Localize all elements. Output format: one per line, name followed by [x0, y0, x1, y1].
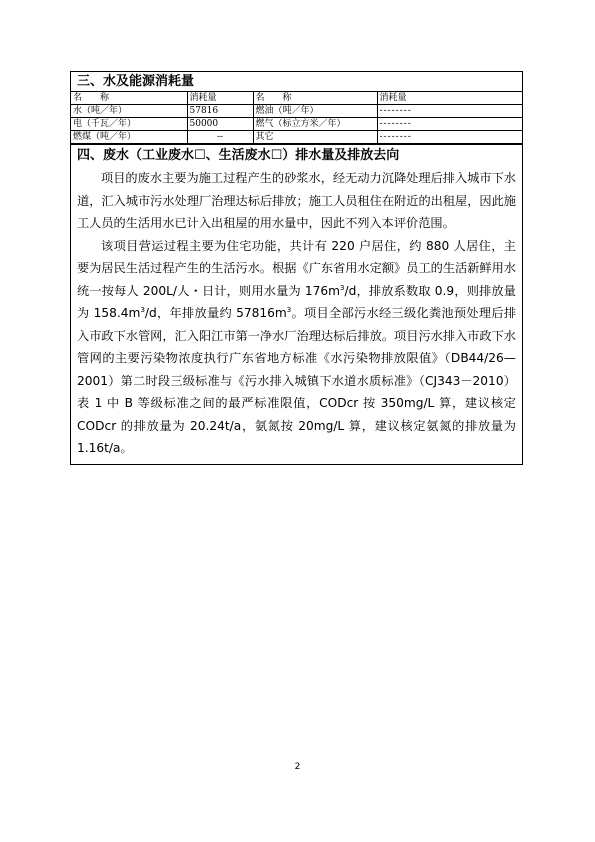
superscript: 3 — [140, 305, 145, 314]
header-name-1: 名 称 — [71, 92, 187, 105]
section4-body — [71, 167, 522, 464]
cell-value-1: -- — [187, 131, 253, 144]
section4 — [71, 144, 522, 464]
cell-name-1: 燃煤（吨／年） — [71, 131, 187, 144]
table-row — [71, 118, 522, 131]
paragraph-construction-wastewater: 项目的废水主要为施工过程产生的砂浆水，经无动力沉降处理后排入城市下水道，汇入城市污水处理厂治理达标后排放；施工人员租住在附近的出租屋，因此施工人员的生活用水已计入出租屋的用水量中，因此不列入本评价范围。 — [77, 171, 516, 230]
cell-value-1: 57816 — [187, 105, 253, 118]
cell-value-2: -------- — [377, 105, 522, 118]
section4-title: 四、废水（工业废水☐、生活废水☐）排水量及排放去向 — [77, 148, 400, 163]
table-row — [71, 105, 522, 118]
table-header-row — [71, 92, 522, 105]
cell-value-2: -------- — [377, 131, 522, 144]
cell-name-1: 电（千瓦／年） — [71, 118, 187, 131]
superscript: 3 — [286, 305, 292, 314]
superscript: 3 — [340, 283, 345, 292]
cell-name-1: 水（吨／年） — [71, 105, 187, 118]
cell-name-2: 燃气（标立方米／年） — [253, 118, 377, 131]
paragraph-text: 。项目全部污水经三级化粪池预处理后排入市政下水管网，汇入阳江市第一净水厂治理达标后排放。项目污水排入市政下水管网的主要污染物浓度执行广东省地方标准《水污染物排放限值》（DB44/26—2001）第二时段三级标准与《污水排入城镇下水道水质标准》（CJ343－2010）表 1 中 B 等级标准之间的最严标准限值，CODcr 按 350mg/L 算，建议核定 CODcr 的排放量为 20.24t/a，氨氮按 20mg/L 算，建议核定氨氮的排放量为 1.16t/a。 — [77, 306, 517, 455]
header-consumption-2: 消耗量 — [377, 92, 522, 105]
header-name-2: 名 称 — [253, 92, 377, 105]
header-consumption-1: 消耗量 — [187, 92, 253, 105]
section3-title: 三、水及能源消耗量 — [71, 72, 522, 92]
cell-name-2: 其它 — [253, 131, 377, 144]
paragraph-text: 该项目营运过程主要为住宅功能，共计有 220 户居住，约 880 人居住，主要为居民生活过程产生的生活污水。根据《广东省用水定额》员工的生活新鲜用水统一按每人 200L/人・日计，则用水量为 176m — [77, 238, 516, 298]
cell-name-2: 燃油（吨／年） — [253, 105, 377, 118]
paragraph-text: /d，排放系数取 0.9，则排放量为 158.4m — [77, 283, 516, 320]
energy-consumption-table — [71, 92, 522, 144]
table-row — [71, 131, 522, 144]
cell-value-2: -------- — [377, 118, 522, 131]
paragraph-domestic-wastewater — [77, 235, 516, 460]
page-number: 2 — [294, 762, 301, 772]
cell-value-1: 50000 — [187, 118, 253, 131]
report-frame — [70, 71, 523, 465]
paragraph-text: /d，年排放量约 57816m — [144, 306, 287, 320]
